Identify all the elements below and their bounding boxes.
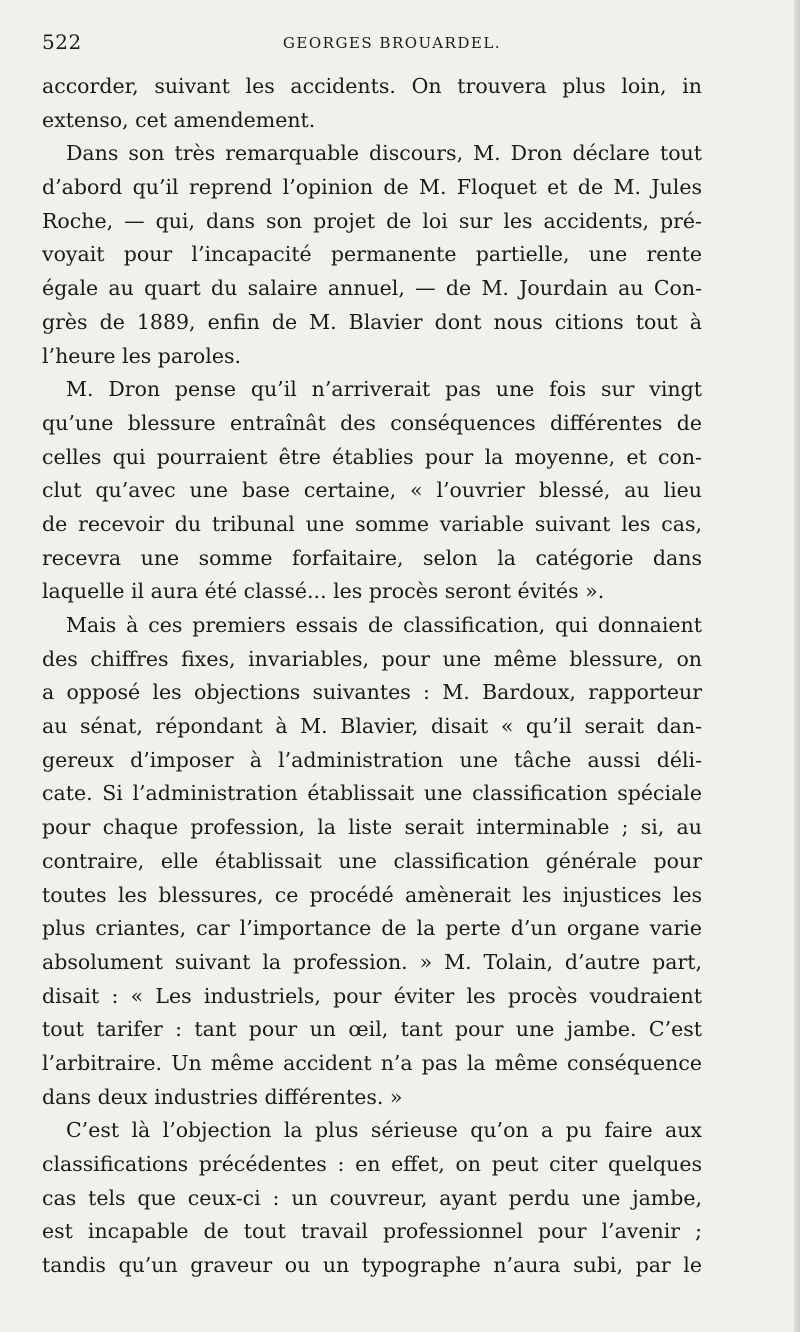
text-line: contraire, elle établissait une classification générale pour — [42, 848, 702, 873]
text-line: voyait pour l’incapacité permanente partielle, une rente — [42, 242, 702, 267]
text-line: au sénat, répondant à M. Blavier, disait « qu’il serait dan- — [42, 714, 702, 739]
text-line: celles qui pourraient être établies pour la moyenne, et con- — [42, 444, 702, 469]
text-line: M. Dron pense qu’il n’arriverait pas une fois sur vingt — [66, 377, 702, 402]
text-line: des chiffres fixes, invariables, pour une même blessure, on — [42, 646, 702, 671]
text-line: extenso, cet amendement. — [42, 107, 316, 132]
running-head: GEORGES BROUARDEL. — [282, 34, 502, 52]
text-line: tandis qu’un graveur ou un typographe n’aura subi, par le — [42, 1253, 702, 1278]
text-line: grès de 1889, enfin de M. Blavier dont nous citions tout à — [42, 309, 702, 334]
text-line: dans deux industries différentes. » — [42, 1084, 403, 1109]
text-line: l’arbitraire. Un même accident n’a pas la même conséquence — [42, 1050, 702, 1075]
text-line: accorder, suivant les accidents. On trouvera plus loin, in — [42, 74, 702, 98]
text-line: recevra une somme forfaitaire, selon la catégorie dans — [42, 545, 702, 570]
text-line: Dans son très remarquable discours, M. Dron déclare tout — [66, 141, 702, 166]
page-header — [42, 30, 702, 60]
page-number: 522 — [42, 30, 82, 54]
text-line: plus criantes, car l’importance de la perte d’un organe varie — [42, 916, 702, 941]
text-line: est incapable de tout travail professionnel pour l’avenir ; — [42, 1219, 702, 1244]
text-line: toutes les blessures, ce procédé amènerait les injustices les — [42, 882, 702, 907]
text-line: disait : « Les industriels, pour éviter les procès voudraient — [42, 983, 702, 1008]
text-line: C’est là l’objection la plus sérieuse qu’on a pu faire aux — [66, 1118, 702, 1143]
text-line: clut qu’avec une base certaine, « l’ouvrier blessé, au lieu — [42, 478, 702, 503]
text-line: qu’une blessure entraînât des conséquences différentes de — [42, 410, 702, 435]
text-line: gereux d’imposer à l’administration une tâche aussi déli- — [42, 747, 702, 772]
text-line: Mais à ces premiers essais de classification, qui donnaient — [66, 613, 702, 637]
text-line: pour chaque profession, la liste serait interminable ; si, au — [42, 815, 702, 840]
text-line: Roche, — qui, dans son projet de loi sur les accidents, pré- — [42, 208, 702, 233]
text-line: classifications précédentes : en effet, on peut citer quelques — [42, 1152, 702, 1176]
text-line: cate. Si l’administration établissait une classification spéciale — [42, 781, 702, 806]
text-line: a opposé les objections suivantes : M. Bardoux, rapporteur — [42, 680, 702, 705]
text-line: de recevoir du tribunal une somme variable suivant les cas, — [42, 511, 702, 536]
text-line: l’heure les paroles. — [42, 343, 241, 368]
text-line: d’abord qu’il reprend l’opinion de M. Floquet et de M. Jules — [42, 175, 702, 200]
body-text — [42, 70, 702, 1283]
text-line: laquelle il aura été classé... les procès seront évités ». — [42, 579, 605, 604]
page-edge-shadow — [794, 0, 800, 1332]
text-line: égale au quart du salaire annuel, — de M. Jourdain au Con- — [42, 276, 702, 301]
text-line: tout tarifer : tant pour un œil, tant pour une jambe. C’est — [42, 1017, 702, 1042]
text-line: absolument suivant la profession. » M. Tolain, d’autre part, — [42, 949, 702, 974]
text-line: cas tels que ceux-ci : un couvreur, ayant perdu une jambe, — [42, 1185, 702, 1210]
